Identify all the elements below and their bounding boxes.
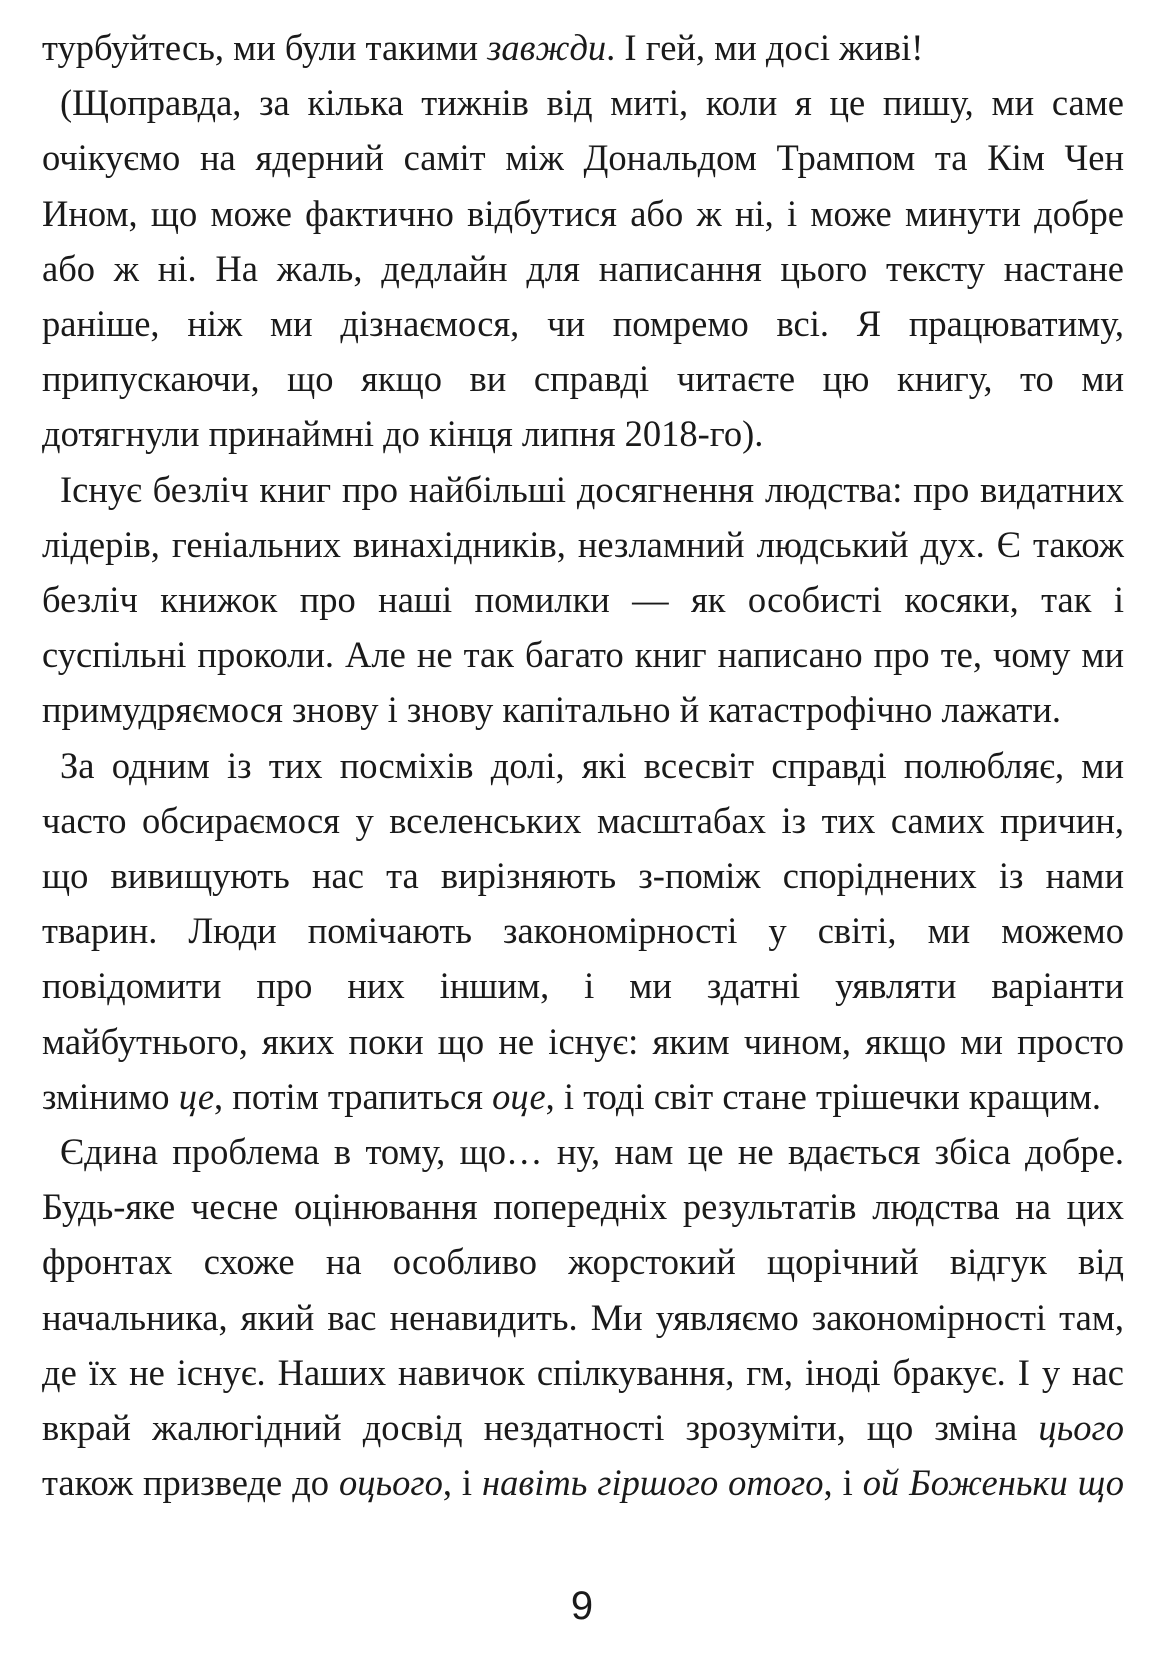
paragraph-5 [42, 1124, 1124, 1510]
paragraph-4 [42, 738, 1124, 1124]
paragraph-3 [42, 462, 1124, 738]
italic-segment: цього [1038, 1407, 1124, 1449]
paragraph-2 [42, 75, 1124, 461]
text-segment: , і [823, 1462, 863, 1504]
italic-segment: завжди [487, 27, 607, 68]
text-segment: За одним із тих посміхів долі, які всесвіт справді полюбляє, ми часто обсираємося у вселенських масштабах із тих самих причин, що вивищують нас та вирізняють з-поміж споріднених із нами тварин. Люди помічають закономірності у світі, ми можемо повідомити про них іншим, і ми здатні уявляти варіанти майбутнього, яких поки що не існує: яким чином, якщо ми просто змінимо [42, 744, 1124, 1117]
text-segment: , і тоді світ стане трішечки кращим. [545, 1075, 1101, 1117]
italic-segment: це [178, 1075, 215, 1117]
italic-segment: оцього [338, 1462, 443, 1504]
text-segment: (Щоправда, за кілька тижнів від миті, коли я це пишу, ми саме очікуємо на ядерний саміт між Дональдом Трампом та Кім Чен Ином, що може фактично відбутися або ж ні, і може минути добре або ж ні. На жаль, дедлайн для написання цього тексту настане раніше, ніж ми дізнаємося, чи помремо всі. Я працюватиму, припускаючи, що якщо ви справді читаєте цю книгу, то ми дотягнули принаймні до кінця липня 2018-го). [42, 82, 1124, 455]
text-segment: . І гей, ми досі живі! [606, 27, 924, 68]
text-segment: також призведе до [42, 1462, 339, 1504]
italic-segment: навіть гіршого отого [482, 1462, 824, 1504]
page-number: 9 [570, 1584, 594, 1628]
text-segment: Існує безліч книг про найбільші досягнення людства: про видатних лідерів, геніальних винахідників, незламний людський дух. Є також безліч книжок про наші помилки — як особисті косяки, так і суспільні проколи. Але не так багато книг написано про те, чому ми примудряємося знову і знову капітально й катастрофічно лажати. [42, 468, 1124, 731]
text-segment: , і [442, 1462, 483, 1504]
italic-segment: оце [492, 1075, 546, 1117]
italic-segment: ой Боженьки що [862, 1462, 1124, 1504]
text-segment: , потім трапиться [214, 1075, 493, 1117]
text-segment: Єдина проблема в тому, що… ну, нам це не вдається збіса добре. Будь-яке чесне оцінювання попередніх результатів людства на цих фронтах схоже на особливо жорстокий щорічний відгук від начальника, який вас ненавидить. Ми уявляємо закономірності там, де їх не існує. Наших навичок спілкування, гм, іноді бракує. І у нас вкрай жалюгідний досвід нездатності зрозуміти, що зміна [42, 1131, 1124, 1449]
paragraph-1 [42, 20, 1124, 75]
text-segment: турбуйтесь, ми були такими [42, 27, 488, 68]
